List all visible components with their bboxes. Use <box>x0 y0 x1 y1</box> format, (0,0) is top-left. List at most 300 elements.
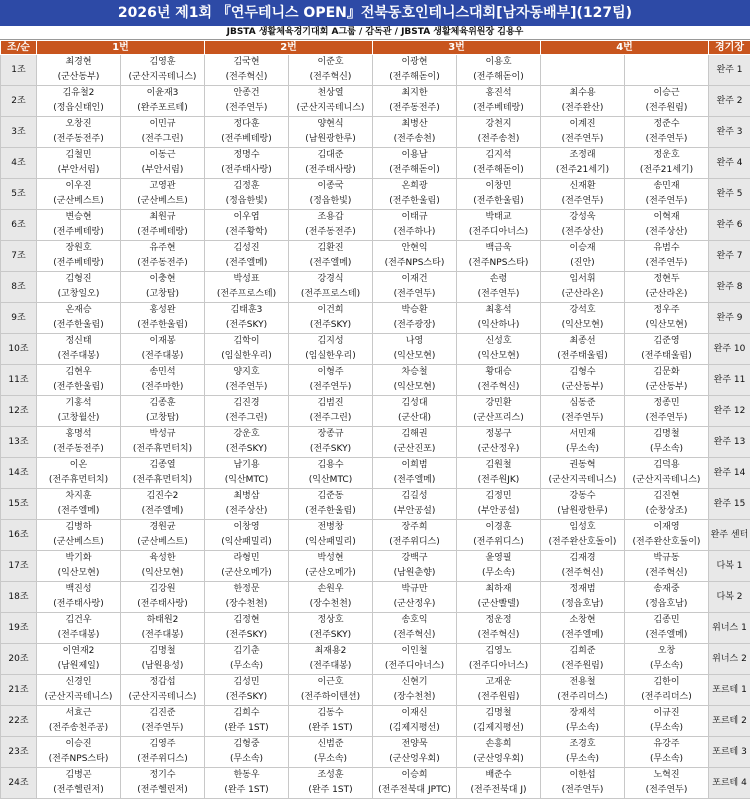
player-name: 안현익 <box>401 243 428 253</box>
player-club: (무소속) <box>649 444 684 454</box>
player-club: (무소속) <box>565 723 600 733</box>
player-name: 차지훈 <box>65 491 92 501</box>
player-club: (전주해돋이) <box>473 72 524 82</box>
player-cell <box>121 86 205 117</box>
player-club: (군산베스트) <box>137 196 188 206</box>
player-cell <box>625 427 709 458</box>
player-club: (무소속) <box>481 568 516 578</box>
player-cell <box>457 396 541 427</box>
group-label: 6조 <box>1 210 37 241</box>
group-label: 12조 <box>1 396 37 427</box>
player-cell <box>37 86 121 117</box>
player-name: 김준동 <box>317 491 344 501</box>
venue-label: 완주 1 <box>709 55 750 86</box>
player-name: 정명수 <box>233 150 260 160</box>
player-name: 배준수 <box>485 770 512 780</box>
group-label: 8조 <box>1 272 37 303</box>
player-club: (군산지곡테니스) <box>128 692 197 702</box>
player-cell <box>37 210 121 241</box>
player-cell <box>373 427 457 458</box>
player-name: 김지성 <box>317 336 344 346</box>
player-name: 손원우 <box>317 584 344 594</box>
player-name: 박성현 <box>317 553 344 563</box>
group-row <box>1 117 750 148</box>
player-name: 이승근 <box>653 88 680 98</box>
group-row <box>1 520 750 551</box>
player-cell <box>625 768 709 799</box>
player-cell <box>205 303 289 334</box>
player-cell <box>289 179 373 210</box>
player-club: (군산프리스) <box>473 413 524 423</box>
player-club: (전주디아너스) <box>384 661 445 671</box>
player-cell <box>373 210 457 241</box>
player-name: 강경식 <box>317 274 344 284</box>
player-club: (진안) <box>570 258 595 268</box>
player-cell <box>373 179 457 210</box>
player-club: (군산동부) <box>561 382 604 392</box>
player-cell <box>121 427 205 458</box>
player-club: (전주엘메) <box>561 630 604 640</box>
player-name: 나영 <box>405 336 424 346</box>
player-club: (전주원림) <box>561 661 604 671</box>
player-cell <box>289 148 373 179</box>
player-club: (전주동전주) <box>53 444 104 454</box>
player-cell <box>457 334 541 365</box>
player-club: (무소속) <box>649 723 684 733</box>
venue-label: 위너스 1 <box>709 613 750 644</box>
player-cell <box>541 179 625 210</box>
player-name: 김학이 <box>233 336 260 346</box>
player-name: 김덕용 <box>653 460 680 470</box>
player-cell <box>37 551 121 582</box>
player-name: 김형수 <box>569 367 596 377</box>
player-club: (전주태사랑) <box>305 165 356 175</box>
player-cell <box>289 613 373 644</box>
player-cell <box>541 334 625 365</box>
player-name: 유주현 <box>149 243 176 253</box>
player-name: 김대준 <box>317 150 344 160</box>
player-cell <box>541 706 625 737</box>
player-name: 김재경 <box>569 553 596 563</box>
player-club: (전주대봉) <box>309 661 352 671</box>
player-club: (전주한울림) <box>305 506 356 516</box>
player-cell <box>121 148 205 179</box>
player-name: 김진경 <box>233 398 260 408</box>
player-cell <box>541 365 625 396</box>
player-cell <box>205 582 289 613</box>
player-club: (순창상조) <box>645 506 688 516</box>
player-club: (전주황학) <box>225 227 268 237</box>
player-name: 김영노 <box>485 646 512 656</box>
player-club: (전주헬린저) <box>137 785 188 795</box>
player-cell <box>289 334 373 365</box>
player-club: (전주디아너스) <box>468 227 529 237</box>
player-club: (전주하이텐션) <box>300 692 361 702</box>
player-cell <box>457 55 541 86</box>
player-club <box>541 70 624 85</box>
player-cell <box>289 272 373 303</box>
player-name: 강민환 <box>485 398 512 408</box>
player-cell <box>373 365 457 396</box>
player-cell <box>541 303 625 334</box>
group-row <box>1 644 750 675</box>
player-cell <box>289 768 373 799</box>
player-name: 김영훈 <box>149 57 176 67</box>
group-row <box>1 768 750 799</box>
player-cell <box>37 365 121 396</box>
player-cell <box>205 86 289 117</box>
player-club: (전주엘메) <box>225 258 268 268</box>
player-name: 최지한 <box>401 88 428 98</box>
player-club: (무소속) <box>565 754 600 764</box>
player-name: 고영관 <box>149 181 176 191</box>
player-club: (군산빨텔) <box>477 599 520 609</box>
sheet-title: 2026년 제1회 『연두테니스 OPEN』전북동호인테니스대회[남자동배부](127팀) <box>0 0 750 26</box>
player-club: (부안공설) <box>477 506 520 516</box>
player-cell <box>625 117 709 148</box>
player-club: (정읍한빛) <box>309 196 352 206</box>
player-club <box>625 70 708 85</box>
player-club: (정읍한빛) <box>225 196 268 206</box>
player-name: 장종규 <box>317 429 344 439</box>
group-row <box>1 427 750 458</box>
group-label: 14조 <box>1 458 37 489</box>
player-cell <box>289 210 373 241</box>
player-club: (전주엘메) <box>645 630 688 640</box>
player-club: (김제지평선) <box>389 723 440 733</box>
player-name: 김범진 <box>317 398 344 408</box>
player-name: 정운정 <box>485 615 512 625</box>
group-label: 18조 <box>1 582 37 613</box>
player-name: 김강원 <box>149 584 176 594</box>
player-name: 황대승 <box>485 367 512 377</box>
player-club: (익산패밀리) <box>221 537 272 547</box>
player-club: (남원광한루) <box>305 134 356 144</box>
player-club: (전주휴먼터치) <box>132 475 193 485</box>
player-cell <box>121 179 205 210</box>
player-club: (김제지평선) <box>473 723 524 733</box>
group-label: 2조 <box>1 86 37 117</box>
player-club: (전주휴먼터치) <box>48 475 109 485</box>
player-club: (완주 1ST) <box>224 723 269 733</box>
player-name: 이희범 <box>401 460 428 470</box>
group-row <box>1 551 750 582</box>
player-club: (전주SKY) <box>309 320 352 330</box>
player-cell <box>205 272 289 303</box>
player-cell <box>541 55 625 86</box>
player-cell <box>121 737 205 768</box>
player-cell <box>625 551 709 582</box>
player-club: (군산지곡테니스) <box>128 72 197 82</box>
player-club: (군산지곡테니스) <box>296 103 365 113</box>
player-cell <box>541 272 625 303</box>
player-club: (전주한울림) <box>137 320 188 330</box>
player-club: (전주SKY) <box>309 630 352 640</box>
player-cell <box>457 241 541 272</box>
player-name: 정우주 <box>653 305 680 315</box>
player-club: (전주혁신) <box>477 630 520 640</box>
player-cell <box>541 86 625 117</box>
player-club: (군산베스트) <box>53 537 104 547</box>
player-name: 유범수 <box>653 243 680 253</box>
player-cell <box>625 489 709 520</box>
player-name: 이용호 <box>485 57 512 67</box>
player-cell <box>625 613 709 644</box>
player-cell <box>205 241 289 272</box>
player-club: (군산베스트) <box>137 537 188 547</box>
player-club: (전주혁신) <box>645 568 688 578</box>
player-club: (전주상산) <box>561 227 604 237</box>
player-name: 백금욱 <box>485 243 512 253</box>
player-cell <box>37 737 121 768</box>
player-name: 전병창 <box>317 522 344 532</box>
player-name: 온재승 <box>65 305 92 315</box>
player-club: (전주혁신) <box>309 72 352 82</box>
player-cell <box>205 489 289 520</box>
player-name: 이재봉 <box>149 336 176 346</box>
player-name: 박규동 <box>653 553 680 563</box>
venue-label: 완주 12 <box>709 396 750 427</box>
player-name: 차승철 <box>401 367 428 377</box>
player-cell <box>289 427 373 458</box>
group-row <box>1 303 750 334</box>
player-cell <box>205 148 289 179</box>
player-cell <box>121 241 205 272</box>
player-club: (전주위디스) <box>389 537 440 547</box>
player-club: (전주한울림) <box>473 196 524 206</box>
player-cell <box>541 148 625 179</box>
player-name: 신현기 <box>401 677 428 687</box>
player-name: 최병삼 <box>233 491 260 501</box>
player-club: (전주대봉) <box>57 351 100 361</box>
player-name: 김진수2 <box>146 491 179 501</box>
player-cell <box>625 737 709 768</box>
player-cell <box>625 148 709 179</box>
player-name: 천상열 <box>317 88 344 98</box>
player-name: 김문화 <box>653 367 680 377</box>
player-cell <box>457 272 541 303</box>
player-name: 이온 <box>69 460 88 470</box>
player-cell <box>205 365 289 396</box>
player-club: (전주그린) <box>225 413 268 423</box>
group-row <box>1 86 750 117</box>
player-club: (익산모현) <box>561 320 604 330</box>
player-cell <box>205 427 289 458</box>
player-club: (전주동전주) <box>53 134 104 144</box>
player-name: 최원규 <box>149 212 176 222</box>
player-cell <box>37 117 121 148</box>
player-name: 홍성완 <box>149 305 176 315</box>
player-name: 김환진 <box>317 243 344 253</box>
player-name: 이우엽 <box>233 212 260 222</box>
player-cell <box>289 55 373 86</box>
player-cell <box>121 644 205 675</box>
group-row <box>1 737 750 768</box>
player-cell <box>373 768 457 799</box>
player-name: 송민재 <box>653 181 680 191</box>
venue-label: 완주 7 <box>709 241 750 272</box>
player-name: 서효근 <box>65 708 92 718</box>
player-cell <box>625 458 709 489</box>
player-cell <box>121 768 205 799</box>
player-cell <box>37 303 121 334</box>
player-club: (전주송천) <box>477 134 520 144</box>
player-name: 김영주 <box>149 739 176 749</box>
player-name: 박태교 <box>485 212 512 222</box>
player-name: 노혁진 <box>653 770 680 780</box>
player-club: (전주태울림) <box>641 351 692 361</box>
venue-label: 포르테 2 <box>709 706 750 737</box>
player-cell <box>373 86 457 117</box>
player-club: (임실한우리) <box>305 351 356 361</box>
player-cell <box>205 520 289 551</box>
player-name: 이건희 <box>317 305 344 315</box>
player-name: 유강주 <box>653 739 680 749</box>
player-club: (익산모현) <box>141 568 184 578</box>
player-club: (전주연두) <box>645 134 688 144</box>
player-club: (전주완산호돌이) <box>632 537 701 547</box>
player-name: 오창 <box>657 646 676 656</box>
group-row <box>1 489 750 520</box>
player-name: 김진현 <box>653 491 680 501</box>
player-name: 이광현 <box>401 57 428 67</box>
player-cell <box>373 737 457 768</box>
player-club: (전주혁신) <box>561 568 604 578</box>
player-cell <box>457 737 541 768</box>
player-name: 김성진 <box>233 243 260 253</box>
player-club: (익산MTC) <box>308 475 353 485</box>
player-cell <box>625 520 709 551</box>
player-cell <box>625 675 709 706</box>
group-label: 5조 <box>1 179 37 210</box>
player-name: 정재범 <box>569 584 596 594</box>
player-cell <box>457 117 541 148</box>
player-cell <box>121 117 205 148</box>
player-cell <box>457 458 541 489</box>
player-cell <box>289 396 373 427</box>
group-row <box>1 55 750 86</box>
player-club: (무소속) <box>649 754 684 764</box>
player-club: (완주 1ST) <box>308 785 353 795</box>
player-cell <box>541 737 625 768</box>
player-name: 이윤재3 <box>146 88 179 98</box>
player-club: (전주하나) <box>393 227 436 237</box>
player-cell <box>289 520 373 551</box>
player-club: (전주혁신) <box>393 630 436 640</box>
player-cell <box>37 55 121 86</box>
player-name: 라형민 <box>233 553 260 563</box>
player-club: (완주 1ST) <box>224 785 269 795</box>
player-club: (전주프로스테) <box>216 289 277 299</box>
bracket-table <box>0 40 750 799</box>
player-name: 소창현 <box>569 615 596 625</box>
player-cell <box>289 241 373 272</box>
player-club: (전주연두) <box>393 289 436 299</box>
group-row <box>1 241 750 272</box>
player-club: (익산모현) <box>393 382 436 392</box>
player-club: (전주연두) <box>561 196 604 206</box>
player-club: (전주연두) <box>561 134 604 144</box>
player-name: 최종선 <box>569 336 596 346</box>
player-cell <box>373 241 457 272</box>
player-cell <box>289 489 373 520</box>
player-club: (정읍신태인) <box>53 103 104 113</box>
player-name: 심동준 <box>569 398 596 408</box>
group-label: 20조 <box>1 644 37 675</box>
player-club: (군산지곡테니스) <box>548 475 617 485</box>
player-name: 김기춘 <box>233 646 260 656</box>
player-club: (군산지곡테니스) <box>632 475 701 485</box>
player-club: (전주리더스) <box>641 692 692 702</box>
group-row <box>1 272 750 303</box>
header-col-4: 4번 <box>541 41 709 55</box>
venue-label: 완주 8 <box>709 272 750 303</box>
player-name: 장원호 <box>65 243 92 253</box>
player-cell <box>457 179 541 210</box>
player-name: 이태규 <box>401 212 428 222</box>
player-name: 변승현 <box>65 212 92 222</box>
player-club: (전주태사랑) <box>221 165 272 175</box>
group-label: 24조 <box>1 768 37 799</box>
player-club: (익산모현) <box>645 320 688 330</box>
player-cell <box>37 396 121 427</box>
player-cell <box>373 613 457 644</box>
player-name: 신범준 <box>317 739 344 749</box>
player-club: (전주대봉) <box>141 630 184 640</box>
player-name: 이민규 <box>149 119 176 129</box>
player-cell <box>205 179 289 210</box>
player-cell <box>37 520 121 551</box>
player-name: 김정민 <box>485 491 512 501</box>
player-cell <box>457 365 541 396</box>
player-cell <box>541 241 625 272</box>
group-label: 23조 <box>1 737 37 768</box>
player-cell <box>205 117 289 148</box>
group-label: 13조 <box>1 427 37 458</box>
player-cell <box>373 272 457 303</box>
player-club: (전주마한) <box>141 382 184 392</box>
group-row <box>1 613 750 644</box>
player-club: (전주완산호돌이) <box>548 537 617 547</box>
player-cell <box>625 55 709 86</box>
player-cell <box>121 520 205 551</box>
venue-label: 완주 15 <box>709 489 750 520</box>
player-cell <box>37 675 121 706</box>
player-name: 안종건 <box>233 88 260 98</box>
player-club: (군산정우) <box>477 444 520 454</box>
venue-label: 완주 10 <box>709 334 750 365</box>
player-name: 박기화 <box>65 553 92 563</box>
player-name <box>625 55 708 70</box>
player-name: 정갑섭 <box>149 677 176 687</box>
player-club: (장수천천) <box>225 599 268 609</box>
group-label: 22조 <box>1 706 37 737</box>
player-club: (전주상산) <box>225 506 268 516</box>
player-cell <box>625 272 709 303</box>
player-club: (전주연두) <box>561 785 604 795</box>
player-name: 김한이 <box>653 677 680 687</box>
header-venue: 경기장 <box>709 41 750 55</box>
group-row <box>1 179 750 210</box>
player-name: 이창영 <box>233 522 260 532</box>
player-club: (전주베테랑) <box>221 134 272 144</box>
player-name: 조용갑 <box>317 212 344 222</box>
player-club: (전주연두) <box>645 196 688 206</box>
player-name: 최병산 <box>401 119 428 129</box>
player-name: 한정문 <box>233 584 260 594</box>
player-club: (익산하나) <box>477 320 520 330</box>
player-name: 김동수 <box>317 708 344 718</box>
